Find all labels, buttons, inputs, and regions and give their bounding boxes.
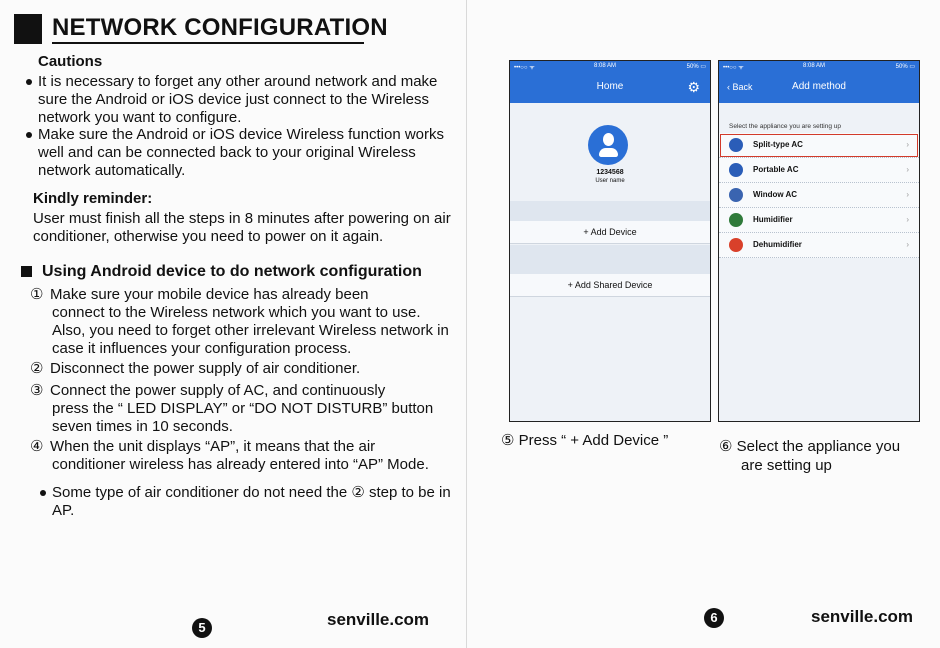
back-button[interactable]: ‹ Back (727, 82, 753, 92)
step-1: ① Make sure your mobile device has already been connect to the Wireless network which you want to use. Also, you need to forget other irrelevant Wireless network in case it influences your configuration process. (30, 286, 449, 357)
bullet-icon (40, 490, 46, 496)
chevron-right-icon: › (906, 165, 909, 174)
list-item-window-ac[interactable]: Window AC › (719, 183, 919, 208)
list-item-dehumidifier[interactable]: Dehumidifier › (719, 233, 919, 258)
divider-stripe (510, 201, 710, 221)
list-item-split-type-ac[interactable]: Split-type AC › (719, 133, 919, 158)
site-url: senville.com (811, 607, 914, 626)
user-number: 1234568 (596, 169, 624, 176)
split-ac-icon (729, 138, 743, 152)
gear-icon[interactable]: ⚙ (687, 79, 700, 95)
humidifier-icon (729, 213, 743, 227)
nav-title: Add method (792, 81, 846, 92)
section-heading: Using Android device to do network configuration (42, 263, 422, 280)
nav-bar (510, 73, 710, 103)
phone-add-method-screen (718, 60, 920, 422)
window-ac-icon (729, 188, 743, 202)
add-shared-device-button[interactable]: + Add Shared Device (510, 274, 710, 297)
caption-step-6-line1: ⑥ Select the appliance you (719, 438, 901, 455)
phone-home-screen (509, 60, 711, 422)
status-bar: •••○○ ᯤ 8:08 AM 50% ▭ (510, 61, 710, 73)
cautions-heading: Cautions (38, 53, 103, 70)
chevron-right-icon: › (906, 240, 909, 249)
chevron-right-icon: › (906, 215, 909, 224)
nav-bar (719, 73, 919, 103)
divider-stripe (510, 245, 710, 275)
add-device-button[interactable]: + Add Device (510, 221, 710, 244)
appliance-list (719, 133, 919, 258)
step-4: ④ When the unit displays “AP”, it means that the air conditioner wireless has already entered into “AP” Mode. (30, 438, 429, 473)
dehumidifier-icon (729, 238, 743, 252)
reminder-heading: Kindly reminder: (33, 190, 153, 207)
select-hint: Select the appliance you are setting up (729, 123, 842, 130)
site-url: senville.com (327, 610, 430, 629)
bullet-icon (26, 132, 32, 138)
status-bar: •••○○ ᯤ 8:08 AM 50% ▭ (719, 61, 919, 73)
page-number: 5 (192, 618, 212, 638)
portable-ac-icon (729, 163, 743, 177)
chevron-right-icon: › (906, 140, 909, 149)
nav-title: Home (596, 81, 624, 92)
title-block-marker (14, 14, 42, 44)
step-2: ② Disconnect the power supply of air conditioner. (30, 360, 361, 377)
list-item-humidifier[interactable]: Humidifier › (719, 208, 919, 233)
step-3: ③ Connect the power supply of AC, and continuously press the “ LED DISPLAY” or “DO NOT DISTURB” button seven times in 10 seconds. (30, 382, 434, 435)
list-item-portable-ac[interactable]: Portable AC › (719, 158, 919, 183)
chevron-right-icon: › (906, 190, 909, 199)
page-title: NETWORK CONFIGURATION (52, 14, 388, 41)
reminder-text: User must finish all the steps in 8 minutes after powering on air conditioner, otherwise you need to power on it again. (33, 210, 451, 245)
title-underline (52, 42, 364, 44)
bullet-icon (26, 79, 32, 85)
user-name-label: User name (595, 178, 625, 184)
avatar (588, 125, 628, 165)
right-page (467, 0, 940, 648)
caption-step-5: ⑤ Press “ + Add Device ” (501, 432, 669, 449)
caption-step-6-line2: are setting up (741, 457, 832, 474)
section-square-icon (21, 266, 32, 277)
page-number: 6 (704, 608, 724, 628)
left-page: NETWORK CONFIGURATION Cautions It is necessary to forget any other around network and make sure the Android or iOS device just connect to the Wireless network you want to configure. Make sure the Android or iOS device Wireless function works well and can be connected back to your original Wireless network automatically. Kindly reminder: User must finish all the steps in 8 minutes after powering on air conditioner, otherwise you need to power on it again. Using Android device to do network configuration ① Make sure your mobile device has already been connect to the Wireless network which you want to use. Also, you need to forget other irrelevant Wireless network in case it influences your configuration process. ② Disconnect the power supply of air conditioner. ③ Connect the power supply of AC, and continuously press the “ LED DISPLAY” or “DO NOT DISTURB” button seven times in 10 seconds. ④ When the unit displays “AP”, it means that the air conditioner wireless has already entered into “AP” Mode. Some type of air conditioner do not need the ② step to be in AP. 5 senville.com (0, 0, 466, 648)
